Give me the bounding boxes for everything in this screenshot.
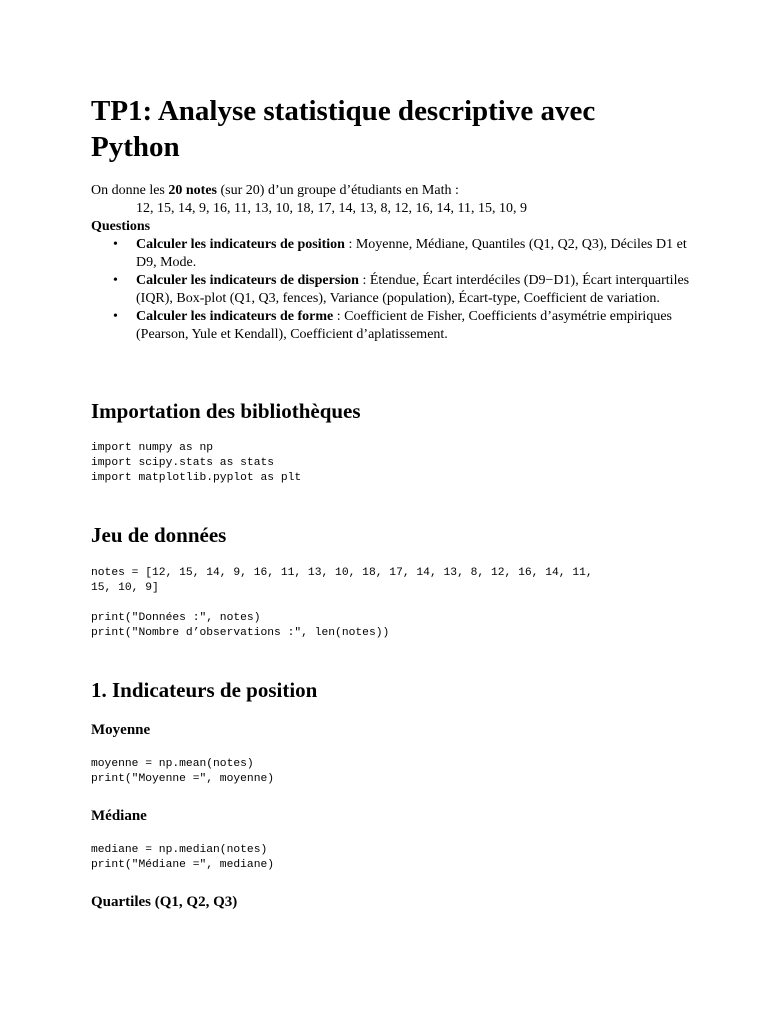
mean-code-block: moyenne = np.mean(notes) print("Moyenne =", moyenne)	[91, 758, 275, 785]
question-item	[91, 308, 691, 344]
intro-prefix: On donne les	[91, 183, 169, 198]
bullet-icon: •	[113, 309, 118, 324]
intro-sentence	[91, 182, 691, 200]
bullet-icon: •	[113, 237, 118, 252]
imports-code-block: import numpy as np import scipy.stats as stats import matplotlib.pyplot as plt	[91, 442, 302, 484]
question-text: : Étendue, Écart interdéciles (D9−D1), Écart interquartiles (IQR), Box-plot (Q1, Q3, fences), Variance (population), Écart-type, Coefficient de variation.	[136, 273, 690, 306]
intro-bold: 20 notes	[168, 183, 218, 198]
dataset-heading: Jeu de données	[91, 523, 227, 547]
position-heading: 1. Indicateurs de position	[91, 678, 318, 702]
question-text: : Coefficient de Fisher, Coefficients d’asymétrie empiriques (Pearson, Yule et Kendall), Coefficient d’aplatissement.	[136, 309, 672, 342]
questions-label: Questions	[91, 219, 151, 234]
question-item	[91, 272, 691, 308]
dataset-code-block: notes = [12, 15, 14, 9, 16, 11, 13, 10, 18, 17, 14, 13, 8, 12, 16, 14, 11, 15, 10, 9] print("Données :", notes) print("Nombre d’observations :", len(notes))	[91, 567, 593, 639]
imports-heading: Importation des bibliothèques	[91, 399, 361, 423]
questions-list	[91, 236, 691, 344]
mean-heading: Moyenne	[91, 722, 151, 738]
median-code-block: mediane = np.median(notes) print("Médiane =", mediane)	[91, 844, 275, 871]
intro-block	[91, 182, 691, 344]
bullet-icon: •	[113, 273, 118, 288]
question-item	[91, 236, 691, 272]
document-title: TP1: Analyse statistique descriptive avec Python	[91, 95, 596, 163]
quartiles-heading: Quartiles (Q1, Q2, Q3)	[91, 894, 238, 910]
notes-data-line: 12, 15, 14, 9, 16, 11, 13, 10, 18, 17, 14, 13, 8, 12, 16, 14, 11, 15, 10, 9	[136, 201, 527, 216]
question-bold: Calculer les indicateurs de forme	[136, 309, 334, 324]
question-bold: Calculer les indicateurs de position	[136, 237, 345, 252]
intro-suffix: (sur 20) d’un groupe d’étudiants en Math :	[217, 183, 459, 198]
question-text: : Moyenne, Médiane, Quantiles (Q1, Q2, Q3), Déciles D1 et D9, Mode.	[136, 237, 687, 270]
question-bold: Calculer les indicateurs de dispersion	[136, 273, 359, 288]
median-heading: Médiane	[91, 808, 147, 824]
